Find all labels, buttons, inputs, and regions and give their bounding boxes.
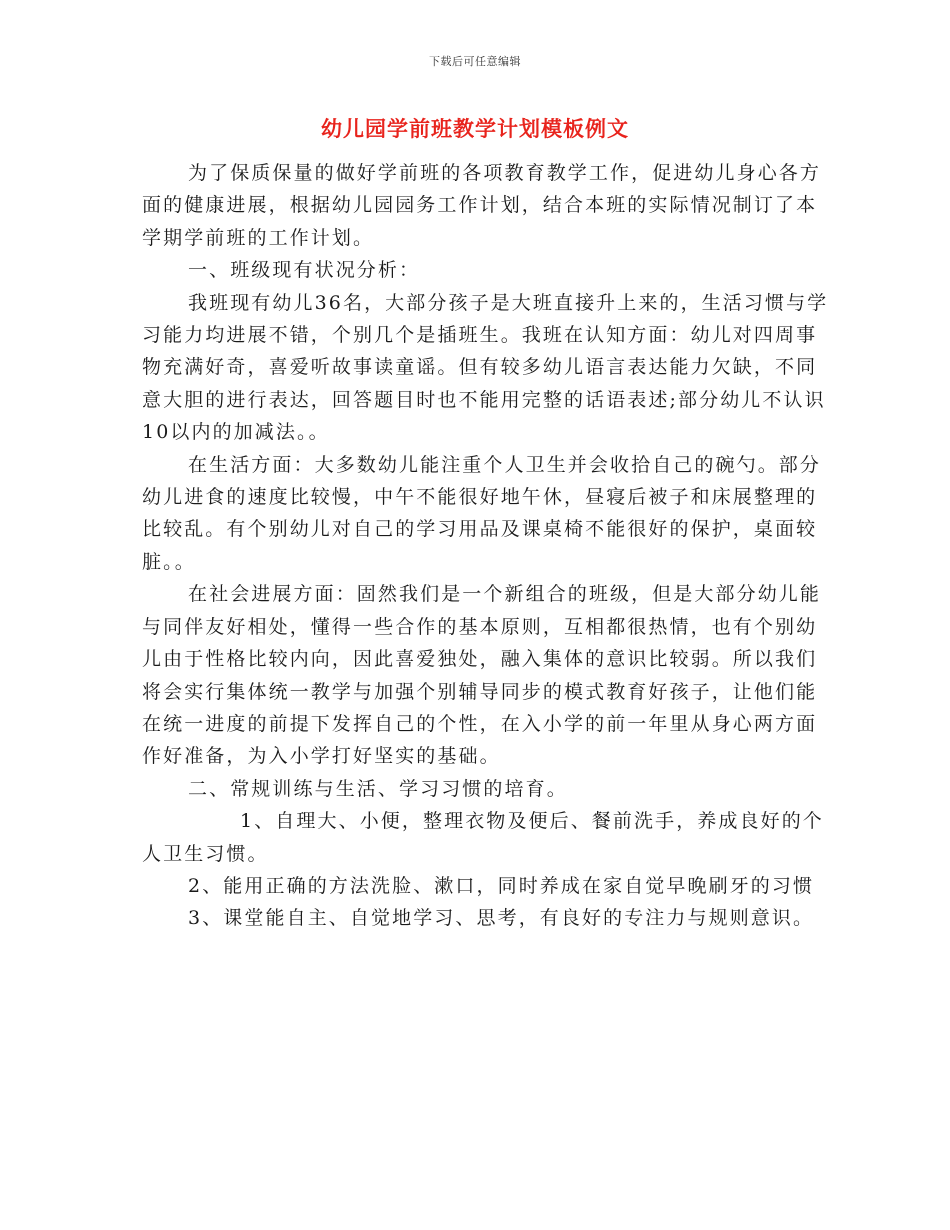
section-heading-habits: 二、常规训练与生活、学习习惯的培育。	[188, 777, 568, 800]
header-note: 下载后可任意编辑	[429, 55, 521, 68]
document-title: 幼儿园学前班教学计划模板例文	[321, 116, 629, 141]
list-item-hygiene: 1、自理大、小便，整理衣物及便后、餐前洗手，养成良好的个人卫生习惯。	[142, 810, 824, 865]
paragraph-class-overview: 我班现有幼儿36名，大部分孩子是大班直接升上来的，生活习惯与学习能力均进展不错，个别几个是插班生。我班在认知方面：幼儿对四周事物充满好奇，喜爱听故事读童谣。但有较多幼儿语言表达能力欠缺，不同意大胆的进行表达，回答题目时也不能用完整的话语表述;部分幼儿不认识10以内的加减法。。	[142, 291, 829, 444]
list-item-classroom: 3、课堂能自主、自觉地学习、思考，有良好的专注力与规则意识。	[188, 907, 815, 930]
paragraph-daily-life: 在生活方面：大多数幼儿能注重个人卫生并会收拾自己的碗勺。部分幼儿进食的速度比较慢，中午不能很好地午休，昼寝后被子和床展整理的比较乱。有个别幼儿对自己的学习用品及课桌椅不能很好的保护，桌面较脏。。	[142, 453, 822, 573]
paragraph-social-development: 在社会进展方面：固然我们是一个新组合的班级，但是大部分幼儿能与同伴友好相处，懂得一些合作的基本原则，互相都很热情，也有个别幼儿由于性格比较内向，因此喜爱独处，融入集体的意识比较弱。所以我们将会实行集体统一教学与加强个别辅导同步的模式教育好孩子，让他们能在统一进度的前提下发挥自己的个性，在入小学的前一年里从身心两方面作好准备，为入小学打好坚实的基础。	[142, 583, 822, 768]
paragraph-intro: 为了保质保量的做好学前班的各项教育教学工作，促进幼儿身心各方面的健康进展，根据幼儿园园务工作计划，结合本班的实际情况制订了本学期学前班的工作计划。	[142, 162, 822, 249]
list-item-washing: 2、能用正确的方法洗脸、漱口，同时养成在家自觉早晚刷牙的习惯	[188, 874, 815, 897]
section-heading-class-status: 一、班级现有状况分析：	[188, 259, 421, 282]
document-body	[142, 157, 832, 935]
